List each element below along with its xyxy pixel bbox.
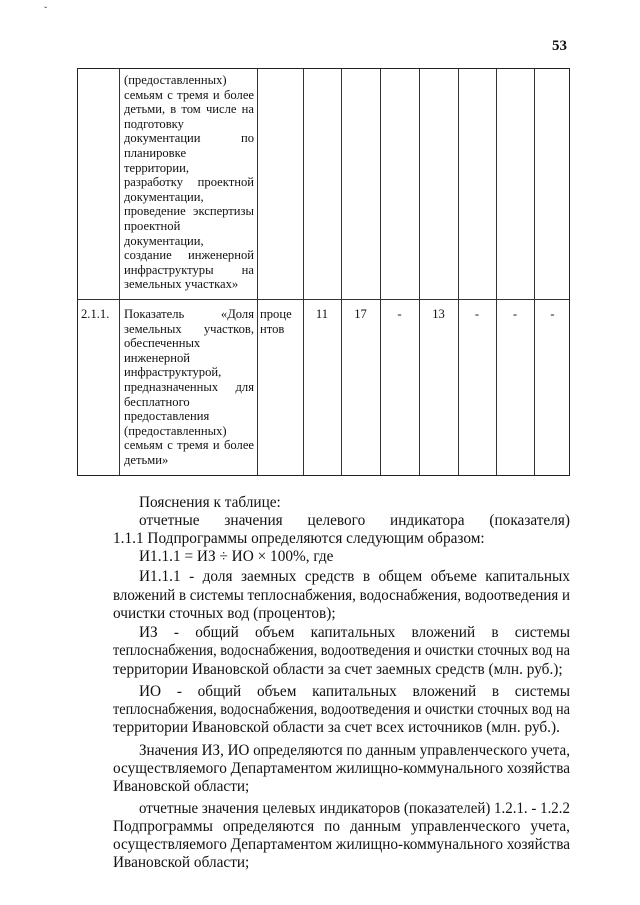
text-line-content: Ивановской области; bbox=[113, 854, 250, 871]
cell-line-text: планировке bbox=[124, 145, 187, 160]
cell-line bbox=[124, 380, 254, 395]
text-line-content: отчетные значения целевого индикатора (показателя) bbox=[139, 512, 570, 529]
cell-line bbox=[124, 161, 254, 176]
cell-line bbox=[124, 131, 254, 146]
text-line-content: осуществляемого Департаментом жилищно-коммунального хозяйства bbox=[113, 760, 570, 777]
text-line-content: ИЗ - общий объем капитальных вложений в системы bbox=[139, 624, 570, 641]
text-line-content: И1.1.1 = ИЗ ÷ ИО × 100%, где bbox=[139, 548, 334, 565]
value-cell: 13 bbox=[432, 307, 445, 321]
text-line-content: Ивановской области; bbox=[113, 778, 250, 795]
text-line bbox=[113, 661, 563, 679]
cell-line-text: детьми, в том числе на bbox=[124, 102, 254, 117]
text-line bbox=[139, 742, 577, 760]
text-line-content: территории Ивановской области за счет заемных средств (млн. руб.); bbox=[113, 661, 563, 678]
text-line bbox=[113, 760, 571, 778]
text-line-content: Значения ИЗ, ИО определяются по данным управленческого учета, bbox=[139, 742, 570, 759]
text-line bbox=[113, 778, 249, 796]
text-line bbox=[113, 642, 602, 660]
cell-line bbox=[124, 322, 254, 337]
text-line bbox=[139, 683, 570, 701]
text-line bbox=[113, 605, 336, 623]
cell-line bbox=[124, 88, 254, 103]
cell-line-text: земельных участков, bbox=[124, 321, 255, 336]
text-line-content: И1.1.1 - доля заемных средств в общем объеме капитальных bbox=[139, 568, 570, 585]
text-line-content: теплоснабжения, водоснабжения, водоотведения и очистки сточных вод на bbox=[113, 701, 570, 718]
value-cell: - bbox=[474, 307, 480, 321]
text-line bbox=[113, 719, 560, 737]
cell-line-text: семьям с тремя и более bbox=[124, 438, 254, 453]
cell-line-text: детьми» bbox=[124, 452, 169, 467]
text-line bbox=[139, 624, 570, 642]
indicator-description-cell bbox=[124, 307, 254, 468]
cell-line bbox=[124, 424, 254, 439]
cell-line-text: проце bbox=[260, 307, 292, 321]
text-line-content: ИО - общий объем капитальных вложений в системы bbox=[139, 683, 571, 700]
text-line bbox=[113, 701, 602, 719]
text-line bbox=[113, 530, 485, 548]
cell-line-text: бесплатного bbox=[124, 394, 190, 409]
text-line-content: осуществляемого Департаментом жилищно-коммунального хозяйства bbox=[113, 836, 570, 853]
cell-line-text: документации по bbox=[124, 131, 254, 146]
cell-line-text: территории, bbox=[124, 160, 189, 175]
text-line-content: территории Ивановской области за счет всех источников (млн. руб.). bbox=[113, 719, 560, 736]
text-line bbox=[139, 512, 570, 530]
value-cell: - bbox=[397, 307, 402, 321]
cell-line bbox=[124, 190, 254, 205]
value-cell: 11 bbox=[315, 307, 329, 321]
cell-line-text: нтов bbox=[260, 321, 285, 336]
cell-line bbox=[260, 322, 300, 337]
row-number: 2.1.1. bbox=[81, 307, 110, 321]
cell-line bbox=[124, 248, 254, 263]
cell-line bbox=[124, 277, 254, 292]
cell-line-text: подготовку bbox=[124, 116, 184, 131]
cell-line-text: проведение экспертизы bbox=[124, 204, 254, 219]
text-line-content: вложений в системы теплоснабжения, водоснабжения, водоотведения и bbox=[113, 587, 570, 604]
cell-line bbox=[124, 204, 254, 219]
continued-description-cell bbox=[124, 73, 254, 292]
text-line-content: Подпрограммы определяются по данным управленческого учета, bbox=[113, 818, 570, 835]
value-cell: 17 bbox=[354, 307, 367, 321]
text-line bbox=[139, 568, 570, 586]
cell-line-text: разработку проектной bbox=[124, 175, 254, 190]
cell-line bbox=[124, 219, 254, 234]
value-cell: - bbox=[550, 307, 555, 321]
cell-line-text: предоставления bbox=[124, 409, 210, 424]
cell-line-text: создание инженерной bbox=[124, 248, 254, 263]
cell-line bbox=[124, 365, 254, 380]
cell-line bbox=[124, 73, 254, 88]
cell-line-text: (предоставленных) bbox=[124, 423, 227, 438]
value-cell: - bbox=[512, 307, 518, 321]
cell-line bbox=[124, 175, 254, 190]
text-line bbox=[113, 836, 571, 854]
cell-line bbox=[124, 234, 254, 249]
cell-line bbox=[124, 102, 254, 117]
indicator-table bbox=[77, 68, 570, 476]
text-line-content: теплоснабжения, водоснабжения, водоотведения и очистки сточных вод на bbox=[113, 642, 570, 659]
cell-line-text: семьям с тремя и более bbox=[124, 87, 254, 102]
page-number: 53 bbox=[552, 38, 567, 54]
cell-line-text: инфраструктуры на bbox=[124, 262, 254, 277]
cell-line-text: предназначенных для bbox=[124, 379, 254, 394]
text-line-content: очистки сточных вод (процентов); bbox=[113, 605, 336, 622]
cell-line bbox=[124, 395, 254, 410]
cell-line bbox=[124, 453, 254, 468]
cell-line-text: (предоставленных) bbox=[124, 73, 227, 87]
text-line-content: 1.1.1 Подпрограммы определяются следующим образом: bbox=[113, 530, 485, 547]
cell-line-text: документации, bbox=[124, 233, 204, 248]
cell-line bbox=[124, 409, 254, 424]
cell-line-text: документации, bbox=[124, 189, 204, 204]
cell-line bbox=[124, 117, 254, 132]
cell-line-text: Показатель «Доля bbox=[124, 307, 254, 321]
text-line bbox=[139, 800, 580, 818]
cell-line bbox=[124, 438, 254, 453]
cell-line bbox=[124, 307, 254, 322]
scan-mark: ˇ bbox=[44, 6, 48, 17]
text-line bbox=[113, 854, 249, 872]
cell-line bbox=[260, 307, 300, 322]
text-line-content: Пояснения к таблице: bbox=[139, 494, 281, 511]
text-line bbox=[139, 494, 281, 512]
text-line-content: отчетные значения целевых индикаторов (показателей) 1.2.1. - 1.2.2 bbox=[139, 800, 570, 817]
cell-line bbox=[124, 263, 254, 278]
text-line bbox=[113, 587, 580, 605]
cell-line bbox=[124, 336, 254, 351]
text-line bbox=[113, 818, 570, 836]
text-line bbox=[139, 548, 333, 566]
cell-line bbox=[124, 146, 254, 161]
cell-line-text: проектной bbox=[124, 218, 181, 233]
cell-line-text: обеспеченных bbox=[124, 336, 201, 351]
cell-line-text: инфраструктурой, bbox=[124, 365, 222, 380]
cell-line-text: земельных участках» bbox=[124, 277, 239, 292]
unit-cell bbox=[260, 307, 300, 336]
cell-line bbox=[124, 351, 254, 366]
cell-line-text: инженерной bbox=[124, 350, 191, 365]
